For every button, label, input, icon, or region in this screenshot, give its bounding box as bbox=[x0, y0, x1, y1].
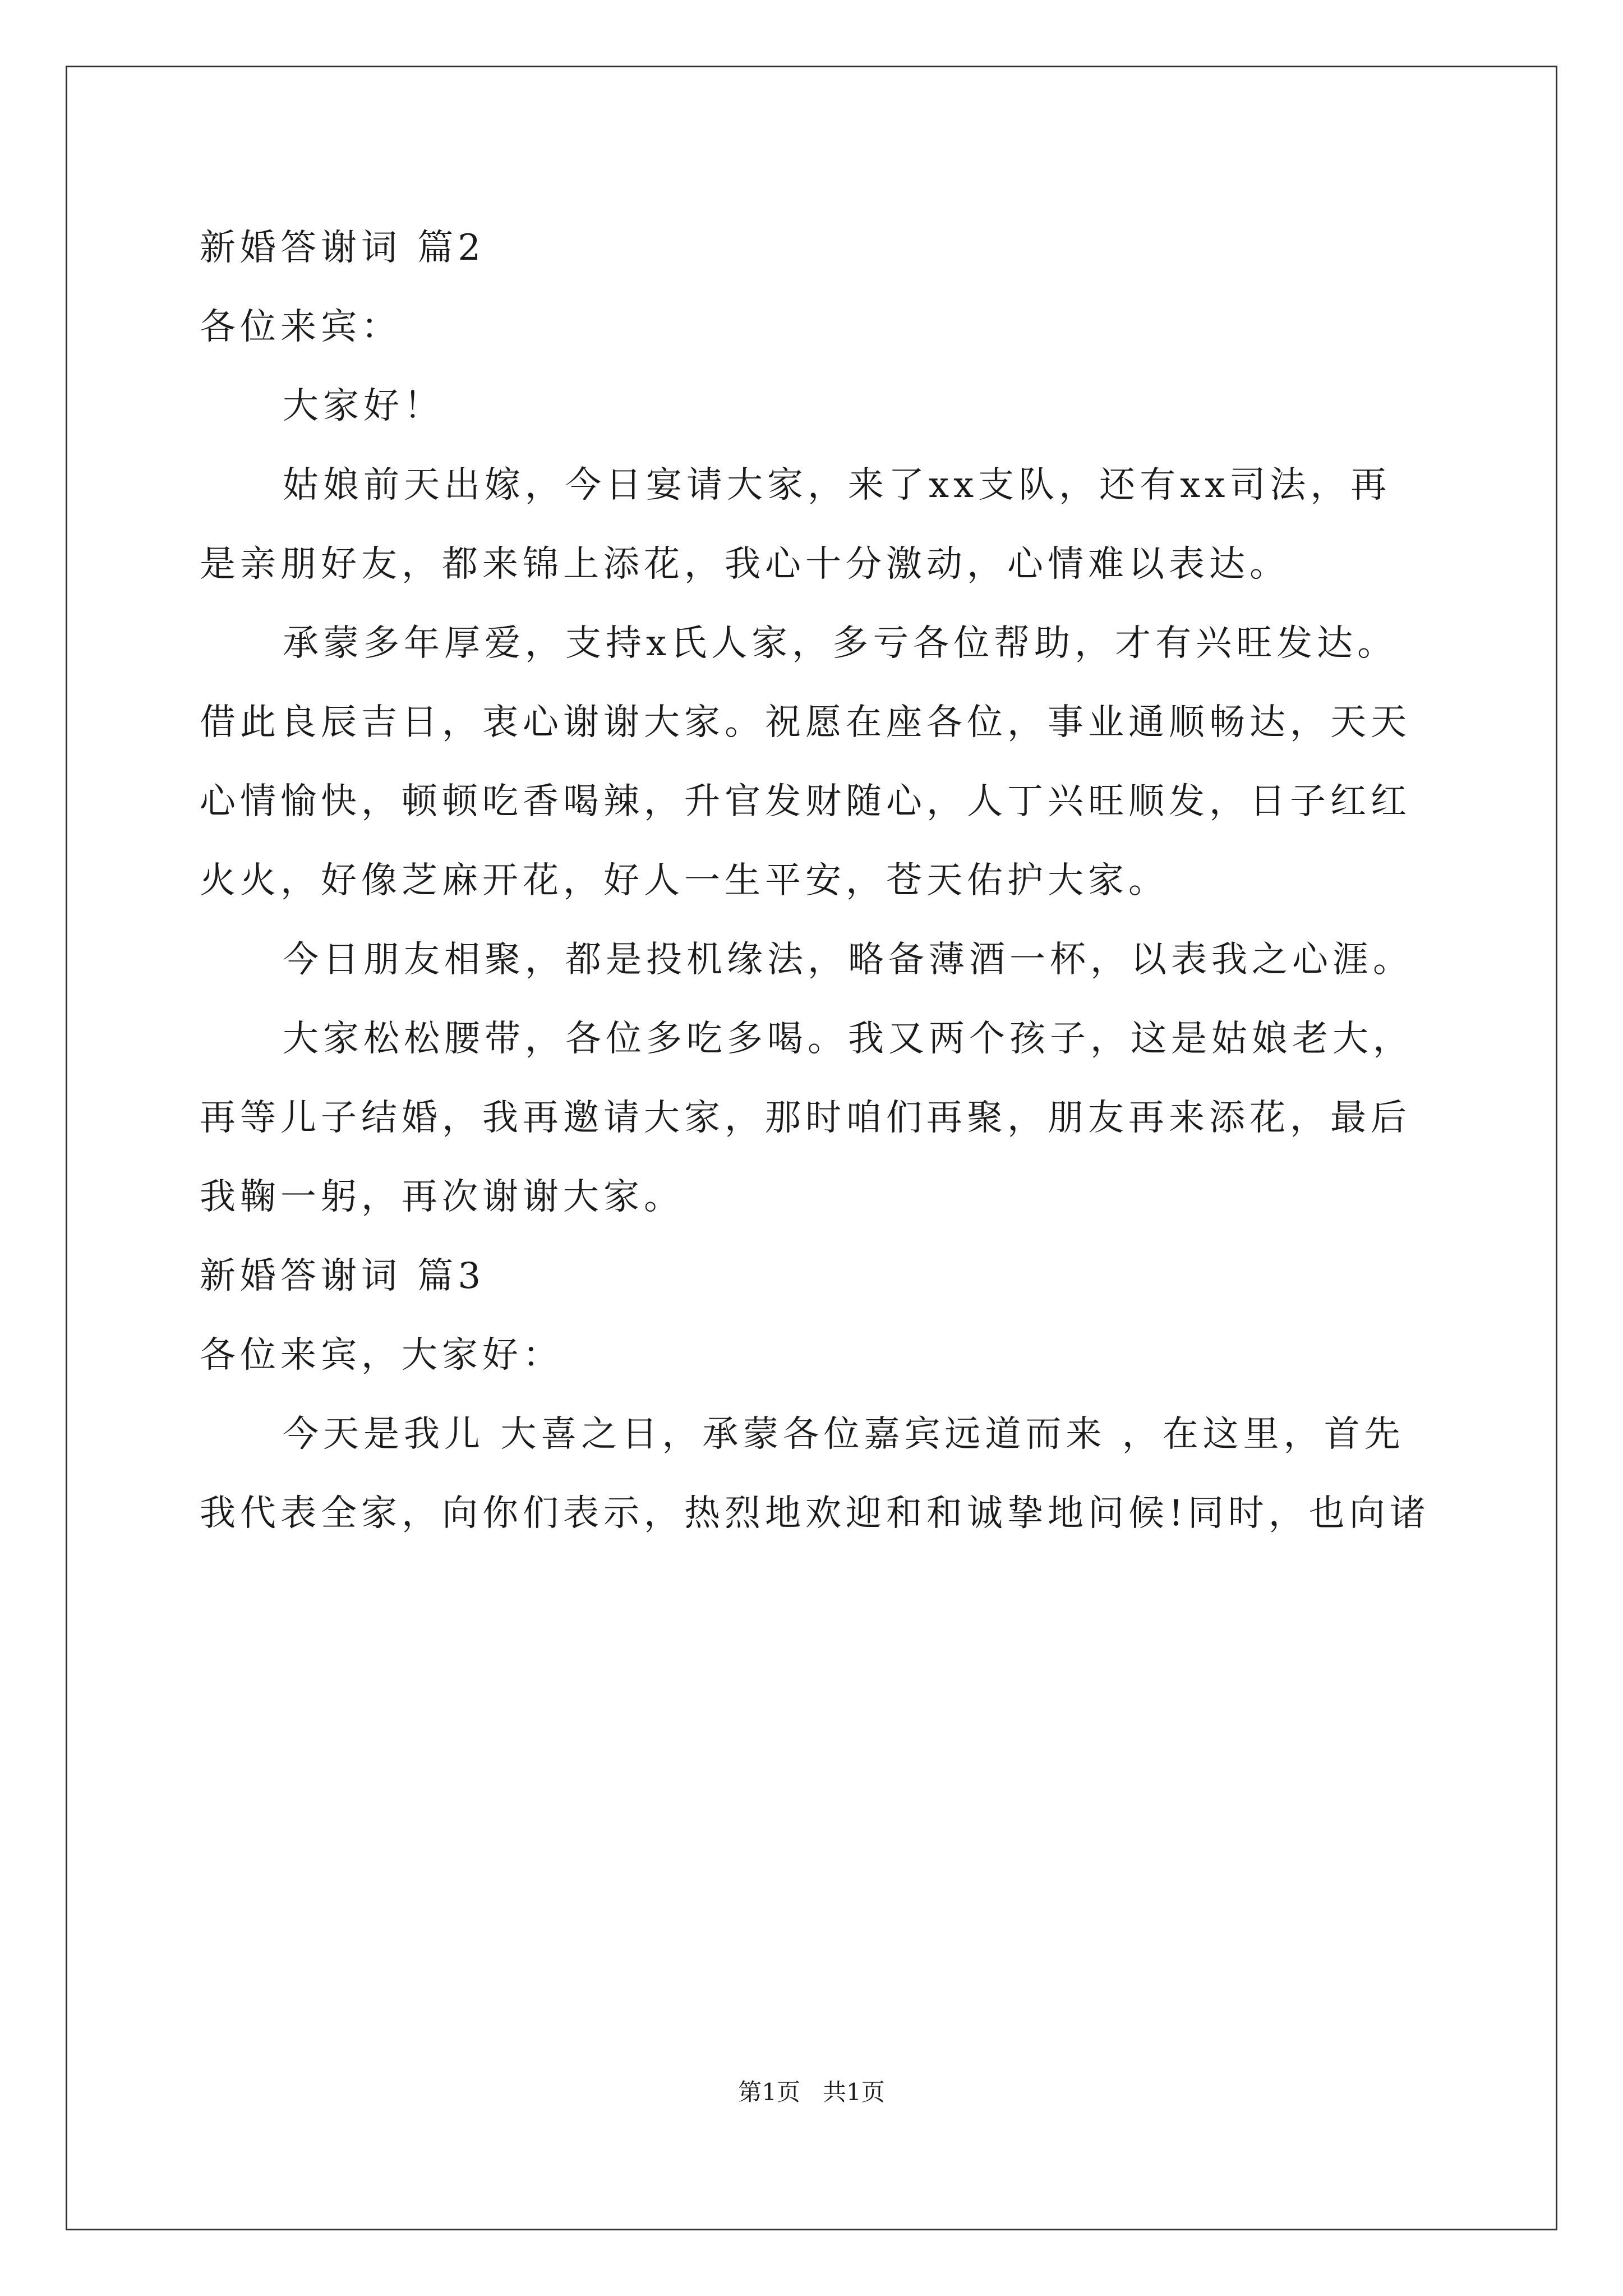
salutation: 各位来宾，大家好： bbox=[200, 1335, 563, 1376]
page-footer bbox=[0, 2076, 1623, 2109]
paragraph-line: 大家松松腰带，各位多吃多喝。我又两个孩子，这是姑娘老大， bbox=[283, 1018, 1413, 1060]
salutation: 各位来宾： bbox=[200, 306, 402, 348]
paragraph-line: 心情愉快，顿顿吃香喝辣，升官发财随心，人丁兴旺顺发，日子红红 bbox=[200, 781, 1411, 822]
paragraph-line: 火火，好像芝麻开花，好人一生平安，苍天佑护大家。 bbox=[200, 860, 1169, 901]
paragraph-line: 借此良辰吉日，衷心谢谢大家。祝愿在座各位，事业通顺畅达，天天 bbox=[200, 702, 1411, 743]
paragraph-line: 今日朋友相聚，都是投机缘法，略备薄酒一杯，以表我之心涯。 bbox=[283, 939, 1413, 981]
paragraph-line: 我鞠一躬，再次谢谢大家。 bbox=[200, 1176, 684, 1218]
paragraph-line: 姑娘前天出嫁，今日宴请大家，来了xx支队，还有xx司法，再 bbox=[283, 464, 1391, 506]
page-total: 共1页 bbox=[823, 2078, 885, 2106]
section-heading-3: 新婚答谢词 篇3 bbox=[200, 1255, 486, 1297]
paragraph-line: 今天是我儿 大喜之日，承蒙各位嘉宾远道而来 ，在这里，首先 bbox=[283, 1414, 1405, 1455]
greeting: 大家好！ bbox=[283, 385, 444, 427]
paragraph-line: 承蒙多年厚爱，支持x氏人家，多亏各位帮助，才有兴旺发达。 bbox=[283, 623, 1398, 664]
paragraph-line: 再等儿子结婚，我再邀请大家，那时咱们再聚，朋友再来添花，最后 bbox=[200, 1097, 1411, 1139]
page-number: 第1页 bbox=[738, 2078, 800, 2106]
paragraph-line: 是亲朋好友，都来锦上添花，我心十分激动，心情难以表达。 bbox=[200, 544, 1290, 585]
paragraph-line: 我代表全家，向你们表示，热烈地欢迎和和诚挚地问候!同时，也向诸 bbox=[200, 1493, 1430, 1534]
document-body bbox=[200, 209, 1430, 1553]
section-heading-2: 新婚答谢词 篇2 bbox=[200, 227, 486, 269]
